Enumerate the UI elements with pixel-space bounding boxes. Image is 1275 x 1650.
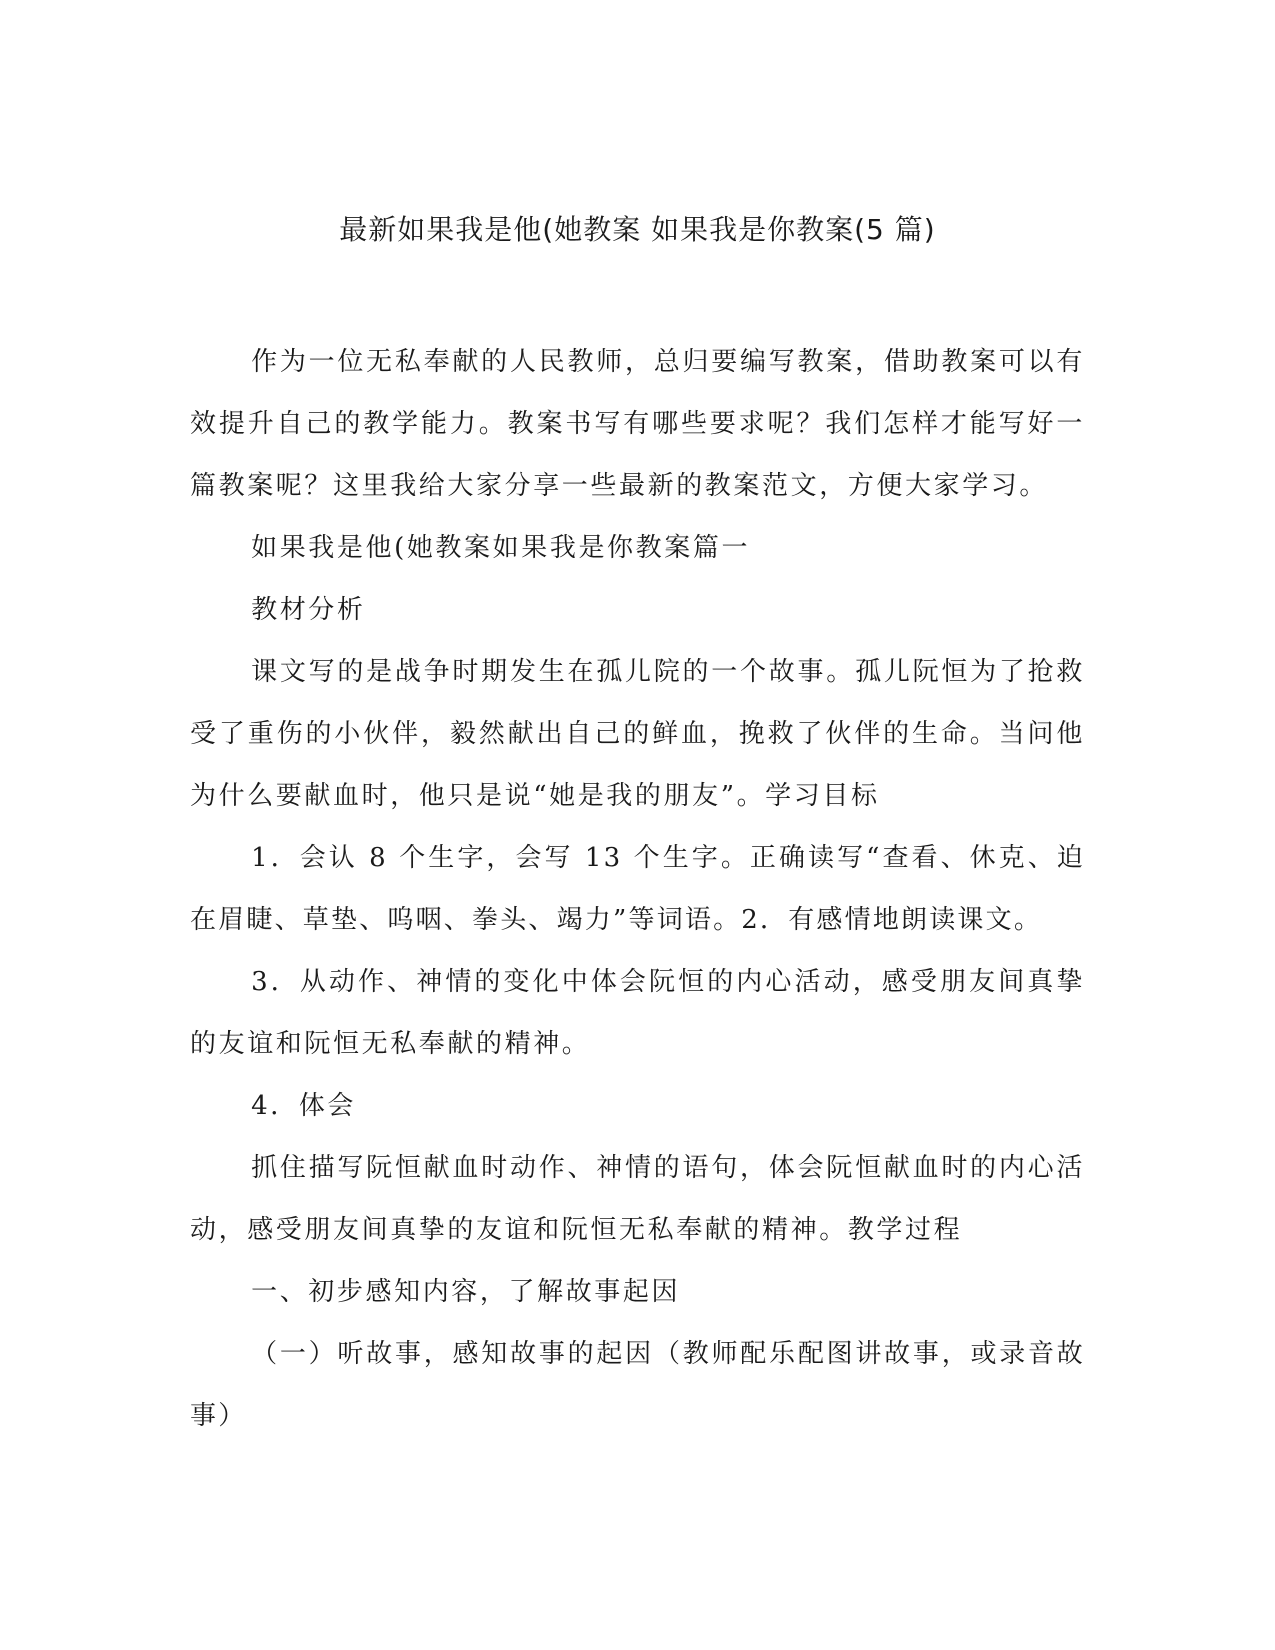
material-analysis-paragraph: 课文写的是战争时期发生在孤儿院的一个故事。孤儿阮恒为了抢救受了重伤的小伙伴，毅然献出自己的鲜血，挽救了伙伴的生命。当问他为什么要献血时，他只是说“她是我的朋友”。学习目标 <box>190 657 1085 811</box>
process-step-1-heading: 一、初步感知内容，了解故事起因 <box>251 1277 681 1307</box>
key-points-paragraph: 抓住描写阮恒献血时动作、神情的语句，体会阮恒献血时的内心活动，感受朋友间真挚的友谊和阮恒无私奉献的精神。教学过程 <box>190 1153 1085 1245</box>
intro-paragraph: 作为一位无私奉献的人民教师，总归要编写教案，借助教案可以有效提升自己的教学能力。教案书写有哪些要求呢？我们怎样才能写好一篇教案呢？这里我给大家分享一些最新的教案范文，方便大家学习。 <box>190 347 1085 501</box>
process-step-1-item: （一）听故事，感知故事的起因（教师配乐配图讲故事，或录音故事） <box>190 1339 1085 1431</box>
objective-3-paragraph: 3．从动作、神情的变化中体会阮恒的内心活动，感受朋友间真挚的友谊和阮恒无私奉献的精神。 <box>190 967 1085 1059</box>
subheading-material-analysis: 教材分析 <box>251 595 366 625</box>
document-title: 最新如果我是他(她教案 如果我是你教案(5 篇) <box>339 213 936 246</box>
section-heading: 如果我是他(她教案如果我是你教案篇一 <box>251 533 751 563</box>
objective-4-paragraph: 4．体会 <box>251 1091 357 1121</box>
objective-1-paragraph: 1．会认 8 个生字，会写 13 个生字。正确读写“查看、休克、迫在眉睫、草垫、呜咽、拳头、竭力”等词语。2．有感情地朗读课文。 <box>190 843 1085 935</box>
document-body <box>190 331 1085 1447</box>
